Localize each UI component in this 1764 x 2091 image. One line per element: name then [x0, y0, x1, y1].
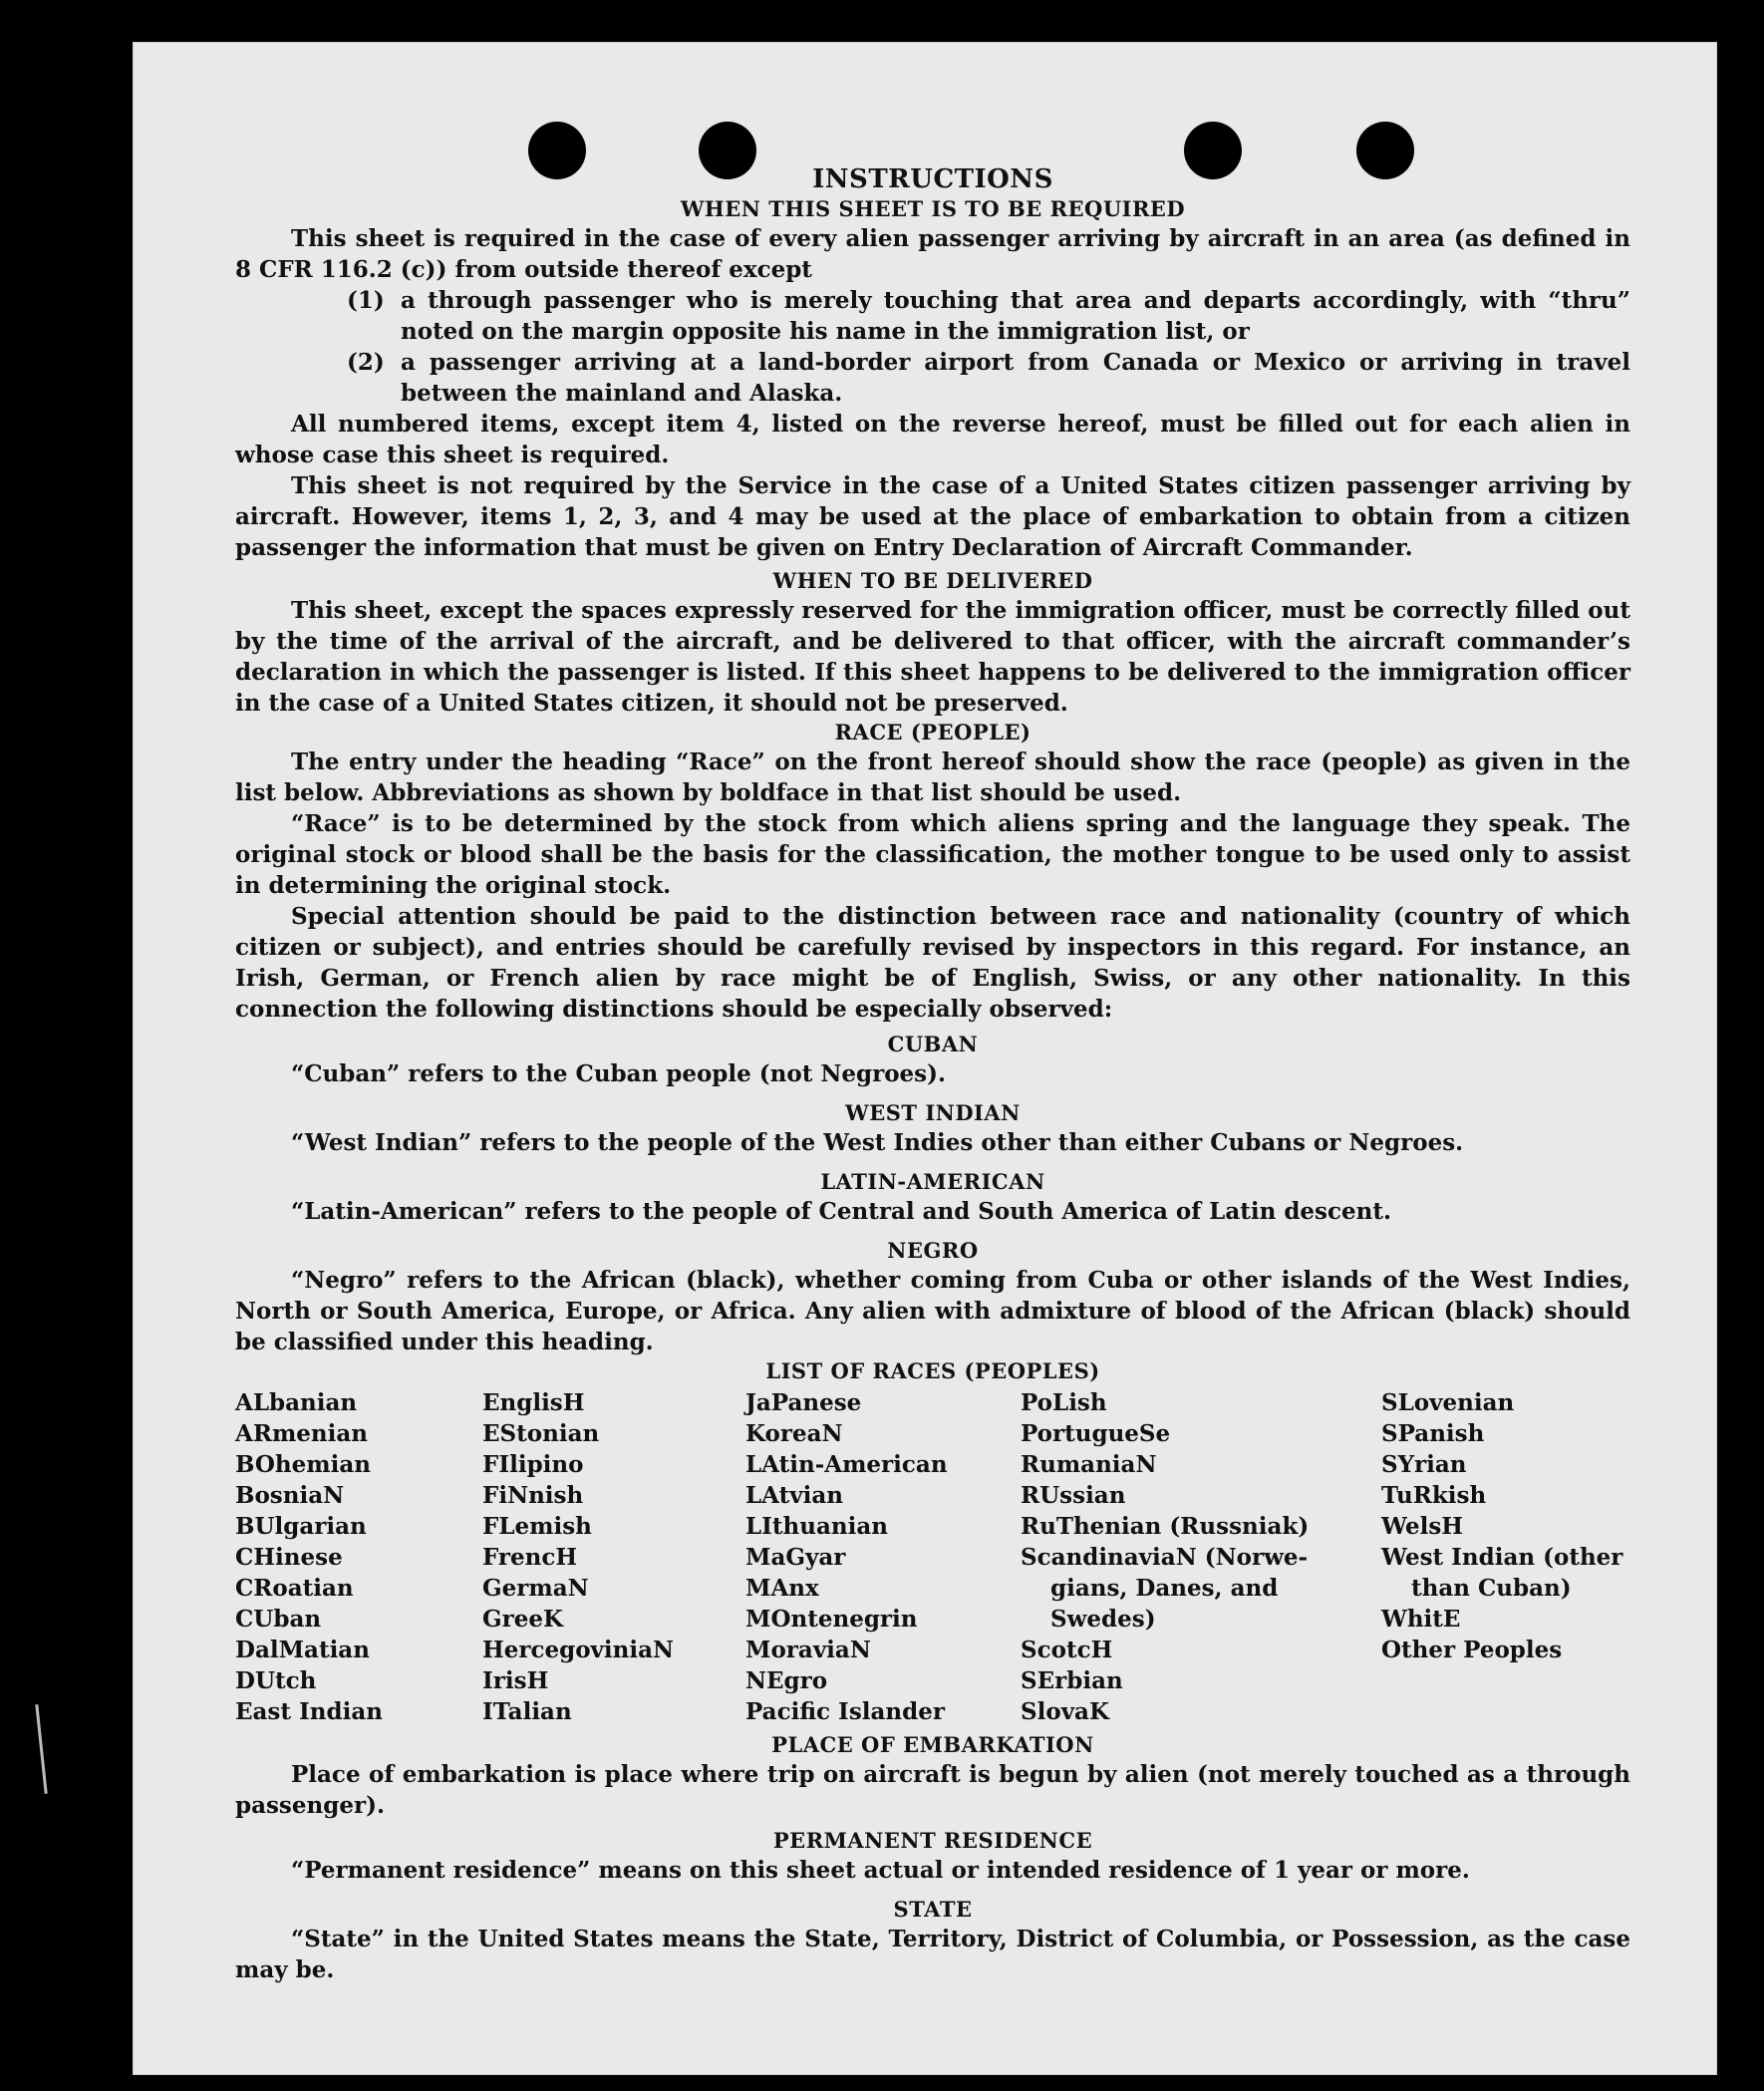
race-item: JaPanese: [745, 1389, 862, 1416]
section-heading: WHEN THIS SHEET IS TO BE REQUIRED: [680, 196, 1186, 221]
race-item: HercegoviniaN: [482, 1637, 675, 1663]
page-title: INSTRUCTIONS: [812, 164, 1053, 194]
race-item: Pacific Islander: [745, 1698, 945, 1725]
paragraph: Place of embarkation is place where trip on aircraft is begun by alien (not merely touched as a through passenger).: [235, 1761, 1630, 1819]
race-item: DalMatian: [235, 1637, 370, 1663]
section-heading: STATE: [893, 1897, 973, 1922]
race-item: SLovenian: [1381, 1389, 1515, 1416]
item-number: (2): [347, 349, 385, 376]
paragraph: “State” in the United States means the State, Territory, District of Columbia, or Possession, as the case may be.: [235, 1926, 1630, 1983]
race-item: SErbian: [1021, 1667, 1123, 1694]
section-heading: NEGRO: [887, 1238, 979, 1263]
race-item: SlovaK: [1021, 1698, 1109, 1725]
paragraph: “Cuban” refers to the Cuban people (not Negroes).: [291, 1060, 947, 1087]
section-heading: WEST INDIAN: [845, 1100, 1021, 1125]
paragraph: This sheet, except the spaces expressly reserved for the immigration officer, must be correctly filled out by the time of the arrival of the aircraft, and be delivered to that officer, with the aircraft commander’s declaration in which the passenger is listed. If this sheet happens to be delivered to the immigration officer in the case of a United States citizen, it should not be preserved.: [235, 597, 1630, 717]
race-item: BUlgarian: [235, 1513, 367, 1540]
race-item: EnglisH: [482, 1389, 585, 1416]
race-item: MaGyar: [745, 1544, 846, 1571]
paragraph: “Race” is to be determined by the stock from which aliens spring and the language they speak. The original stock or blood shall be the basis for the classification, the mother tongue to be used only to assist in determining the original stock.: [235, 810, 1630, 899]
race-item: WelsH: [1381, 1513, 1464, 1540]
list-item: [347, 347, 1630, 409]
race-item: FrencH: [482, 1544, 578, 1571]
section-heading: CUBAN: [887, 1032, 979, 1056]
race-item: RumaniaN: [1021, 1451, 1157, 1478]
race-item: CHinese: [235, 1544, 343, 1571]
document-page: [133, 42, 1717, 2075]
item-text: a passenger arriving at a land-border airport from Canada or Mexico or arriving in travel between the mainland and Alaska.: [401, 349, 1630, 407]
race-item: GermaN: [482, 1575, 589, 1602]
section-heading: LIST OF RACES (PEOPLES): [765, 1358, 1100, 1383]
race-item: BOhemian: [235, 1451, 371, 1478]
race-item: ScandinaviaN (Norwe-: [1021, 1544, 1309, 1571]
race-item: CRoatian: [235, 1575, 354, 1602]
section-heading: PLACE OF EMBARKATION: [771, 1732, 1094, 1757]
item-number: (1): [347, 287, 385, 314]
race-item: MoraviaN: [745, 1637, 871, 1663]
race-item-continued: gians, Danes, and: [1050, 1575, 1279, 1602]
race-item-continued: than Cuban): [1411, 1575, 1572, 1602]
race-item: TuRkish: [1381, 1482, 1487, 1509]
race-item-continued: Swedes): [1050, 1606, 1156, 1633]
race-item: RuThenian (Russniak): [1021, 1513, 1310, 1540]
race-column: [482, 1387, 745, 1727]
race-item: WhitE: [1381, 1606, 1461, 1633]
race-list: [235, 1387, 1630, 1727]
race-item: SPanish: [1381, 1420, 1485, 1447]
race-item: SYrian: [1381, 1451, 1467, 1478]
paragraph: “Negro” refers to the African (black), whether coming from Cuba or other islands of the West Indies, North or South America, Europe, or Africa. Any alien with admixture of blood of the African (black) should be classified under this heading.: [235, 1267, 1630, 1355]
race-item: NEgro: [745, 1667, 828, 1694]
race-column: [1381, 1387, 1630, 1727]
race-item: MOntenegrin: [745, 1606, 918, 1633]
section-heading: WHEN TO BE DELIVERED: [772, 568, 1093, 593]
race-item: ScotcH: [1021, 1637, 1113, 1663]
race-item: LIthuanian: [745, 1513, 888, 1540]
race-item: ALbanian: [235, 1389, 358, 1416]
race-item: FiNnish: [482, 1482, 584, 1509]
race-item: BosniaN: [235, 1482, 345, 1509]
race-item: ARmenian: [235, 1420, 369, 1447]
race-item: ITalian: [482, 1698, 572, 1725]
section-heading: PERMANENT RESIDENCE: [772, 1828, 1093, 1853]
race-item: FLemish: [482, 1513, 592, 1540]
paragraph: This sheet is not required by the Service in the case of a United States citizen passenger arriving by aircraft. However, items 1, 2, 3, and 4 may be used at the place of embarkation to obtain from a citizen passenger the information that must be given on Entry Declaration of Aircraft Commander.: [235, 472, 1630, 561]
paragraph: “West Indian” refers to the people of the West Indies other than either Cubans or Negroes.: [291, 1129, 1464, 1156]
section-heading: RACE (PEOPLE): [834, 720, 1031, 745]
race-column: [235, 1387, 482, 1727]
race-item: EStonian: [482, 1420, 600, 1447]
paragraph: This sheet is required in the case of every alien passenger arriving by aircraft in an area (as defined in 8 CFR 116.2 (c)) from outside thereof except: [235, 225, 1630, 283]
section-heading: LATIN-AMERICAN: [820, 1169, 1045, 1194]
item-text: a through passenger who is merely touching that area and departs accordingly, with “thru” noted on the margin opposite his name in the immigration list, or: [401, 287, 1630, 345]
race-item: MAnx: [745, 1575, 819, 1602]
race-item: DUtch: [235, 1667, 317, 1694]
race-item: West Indian (other: [1381, 1544, 1623, 1571]
scan-artifact: [35, 1704, 47, 1794]
paragraph: Special attention should be paid to the distinction between race and nationality (country of which citizen or subject), and entries should be carefully revised by inspectors in this regard. For instance, an Irish, German, or French alien by race might be of English, Swiss, or any other nationality. In this connection the following distinctions should be especially observed:: [235, 903, 1630, 1023]
list-item: [347, 285, 1630, 347]
instructions-body: [235, 163, 1630, 1985]
paragraph: The entry under the heading “Race” on the front hereof should show the race (people) as given in the list below. Abbreviations as shown by boldface in that list should be used.: [235, 748, 1630, 806]
race-item: LAtin-American: [745, 1451, 948, 1478]
race-item: GreeK: [482, 1606, 564, 1633]
paragraph: “Latin-American” refers to the people of Central and South America of Latin descent.: [291, 1198, 1391, 1225]
race-item: East Indian: [235, 1698, 383, 1725]
race-item: LAtvian: [745, 1482, 843, 1509]
race-item: CUban: [235, 1606, 322, 1633]
race-item: PortugueSe: [1021, 1420, 1171, 1447]
race-item: FIlipino: [482, 1451, 584, 1478]
race-item: KoreaN: [745, 1420, 843, 1447]
paragraph: “Permanent residence” means on this sheet actual or intended residence of 1 year or more.: [291, 1857, 1470, 1884]
race-item: Other Peoples: [1381, 1637, 1563, 1663]
race-item: RUssian: [1021, 1482, 1126, 1509]
race-column: [1021, 1387, 1381, 1727]
race-column: [745, 1387, 1021, 1727]
paragraph: All numbered items, except item 4, listed on the reverse hereof, must be filled out for each alien in whose case this sheet is required.: [235, 411, 1630, 468]
race-item: PoLish: [1021, 1389, 1107, 1416]
race-item: IrisH: [482, 1667, 549, 1694]
